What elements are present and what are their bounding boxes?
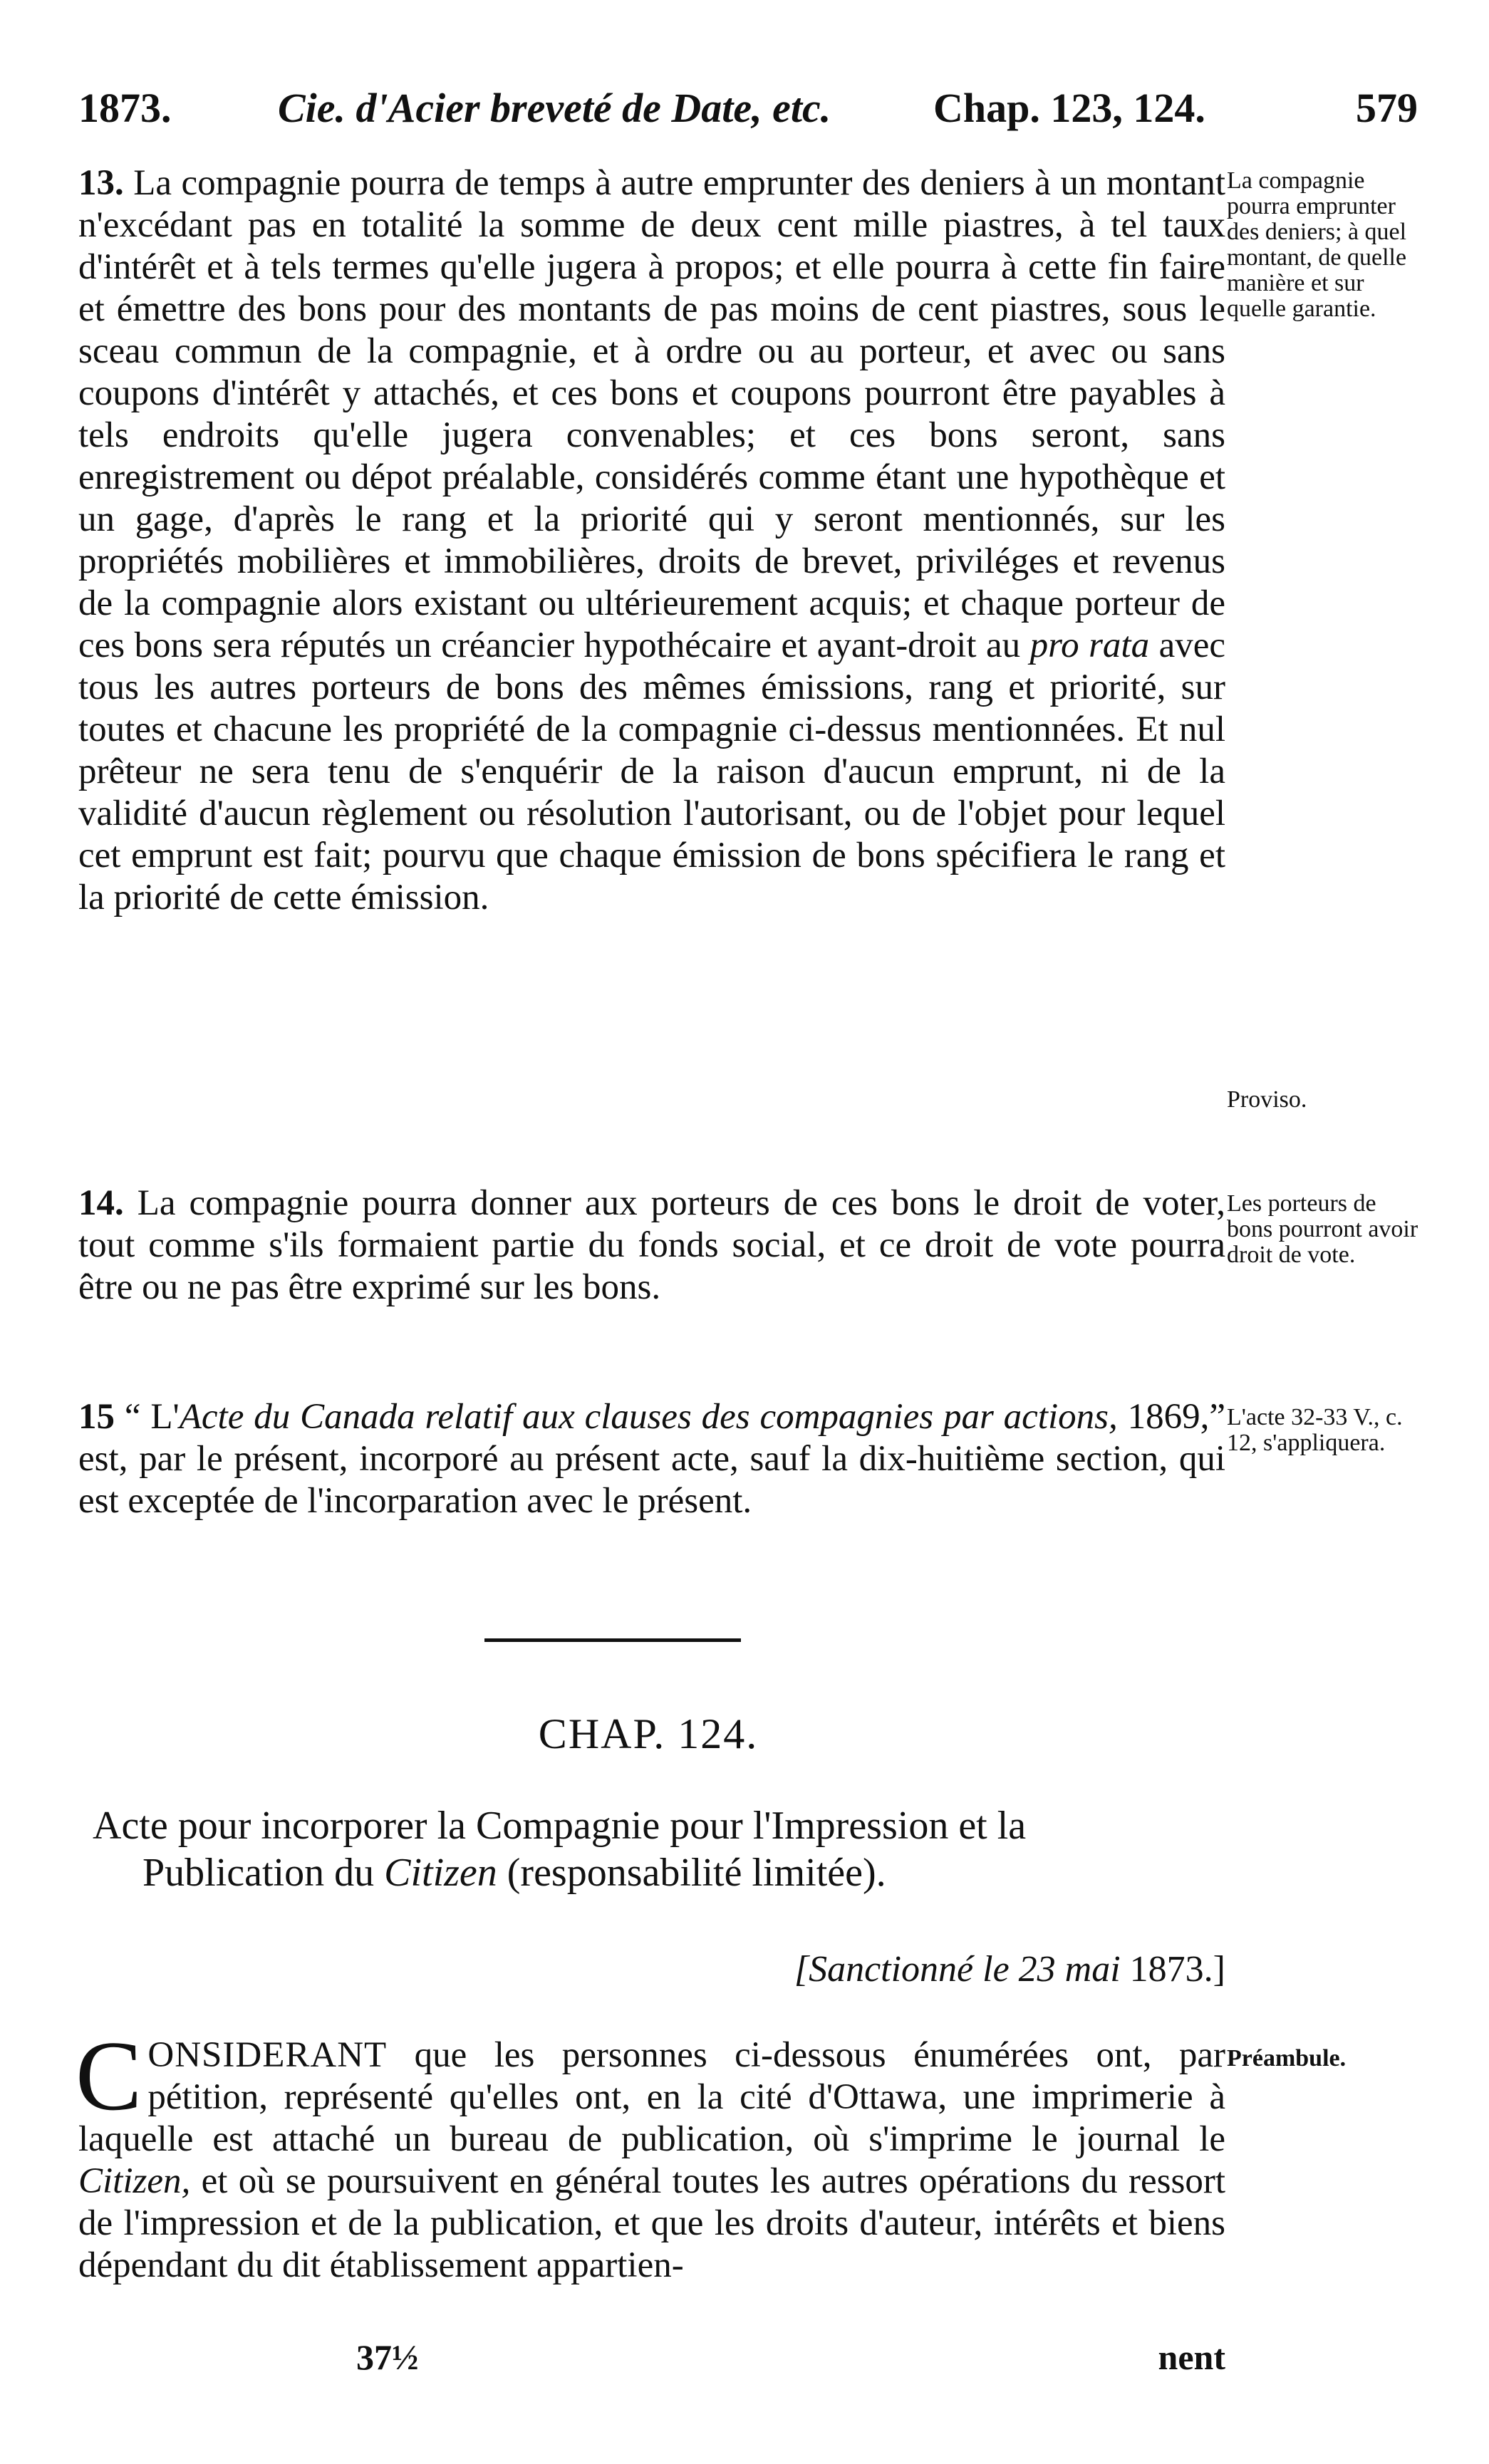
act-title-pre: Publication du: [142, 1851, 375, 1895]
act-title-line-2: [93, 1849, 1233, 1896]
preamble-text-continued: et où se poursuivent en général toutes les autres opérations du ressort de l'impression et de la publication, et que les droits d'auteur, intérêts et biens dépendant du dit établissement appartien-: [78, 2161, 1226, 2285]
section-14: [78, 1182, 1225, 1309]
section-14-number: 14.: [78, 1183, 124, 1223]
margin-note-act: L'acte 32-33 V., c. 12, s'appliquera.: [1227, 1404, 1403, 1456]
chapter-heading: CHAP. 124.: [538, 1710, 759, 1757]
margin-note-borrowing: La compagnie pourra emprunter des deniers; à quel montant, de quelle manière et sur quelle garantie.: [1227, 167, 1407, 322]
drop-cap: C: [76, 2021, 142, 2131]
signature-mark: 37½: [356, 2337, 419, 2377]
header-title: Cie. d'Acier breveté de Date, etc.: [278, 85, 831, 131]
section-13-number: 13.: [78, 163, 124, 203]
act-title: [93, 1802, 1233, 1896]
preamble: [76, 2021, 1226, 2287]
sanction-bracket: [: [794, 1949, 809, 1990]
section-13: [78, 162, 1225, 919]
section-15: [78, 1396, 1225, 1522]
header-year: 1873.: [78, 85, 172, 131]
margin-note-voting: Les porteurs de bons pourront avoir droit de vote.: [1227, 1190, 1418, 1268]
sanction-date: [641, 1948, 1225, 1990]
act-title-citizen: Citizen: [384, 1851, 497, 1895]
margin-note-proviso: Proviso.: [1227, 1086, 1307, 1113]
section-13-text-continued: avec tous les autres porteurs de bons des mêmes émissions, rang et priorité, sur toutes et chacune les propriété de la compagnie ci-dessus mentionnées. Et nul prêteur ne sera tenu de s'enquérir de la raison d'aucun emprunt, ni de la validité d'aucun règlement ou résolution l'autorisant, ou de l'objet pour lequel cet emprunt est fait; pourvu que chaque émission de bons spécifiera le rang et la priorité de cette émission.: [78, 625, 1226, 917]
sanction-text: Sanctionné le 23 mai: [809, 1949, 1121, 1990]
section-15-text: 1869,” est, par le présent, incorporé au présent acte, sauf la dix-huitième section, qui est exceptée de l'incorparation avec le présent.: [78, 1397, 1226, 1521]
section-divider: [484, 1638, 741, 1642]
running-header: [78, 84, 1418, 141]
preamble-first-word: ONSIDERANT: [147, 2035, 388, 2075]
sanction-year: 1873.]: [1129, 1949, 1225, 1990]
section-14-text: La compagnie pourra donner aux porteurs de ces bons le droit de voter, tout comme s'ils formaient partie du fonds social, et ce droit de vote pourra être ou ne pas être exprimé sur les bons.: [78, 1183, 1225, 1307]
preamble-citizen: Citizen,: [78, 2161, 191, 2201]
page-number: 579: [1356, 85, 1418, 131]
section-13-text: La compagnie pourra de temps à autre emprunter des deniers à un montant n'excédant pas en totalité la somme de deux cent mille piastres, à tel taux d'intérêt et à tels termes qu'elle jugera à propos; et elle pourra à cette fin faire et émettre des bons pour des montants de pas moins de cent piastres, sous le sceau commun de la compagnie, et à ordre ou au porteur, et avec ou sans coupons d'intérêt y attachés, et ces bons et coupons pourront être payables à tels endroits qu'elle jugera convenables; et ces bons seront, sans enregistrement ou dépot préalable, considérés comme étant une hypothèque et un gage, d'après le rang et la priorité qui y seront mentionnés, sur les propriétés mobilières et immobilières, droits de brevet, priviléges et revenus de la compagnie alors existant ou ultérieurement acquis; et chaque porteur de ces bons sera réputés un créancier hypothécaire et ayant-droit au: [78, 163, 1225, 665]
preamble-text: que les personnes ci-dessous énumérées ont, par pétition, représenté qu'elles ont, en la cité d'Ottawa, une imprimerie à laquelle est attaché un bureau de publication, où s'imprime le journal le: [78, 2035, 1226, 2159]
header-chapter: Chap. 123, 124.: [933, 85, 1205, 131]
margin-note-preamble: Préambule.: [1227, 2045, 1347, 2071]
act-title-line-1: Acte pour incorporer la Compagnie pour l'Impression et la: [93, 1804, 1027, 1848]
catchword: nent: [1158, 2337, 1225, 2377]
pro-rata-term: pro rata: [1029, 625, 1150, 665]
act-title-post: (responsabilité limitée).: [507, 1851, 886, 1895]
act-name: Acte du Canada relatif aux clauses des compagnies par actions,: [179, 1397, 1118, 1437]
section-15-number: 15: [78, 1397, 115, 1437]
section-15-quote: “ L': [124, 1397, 180, 1437]
